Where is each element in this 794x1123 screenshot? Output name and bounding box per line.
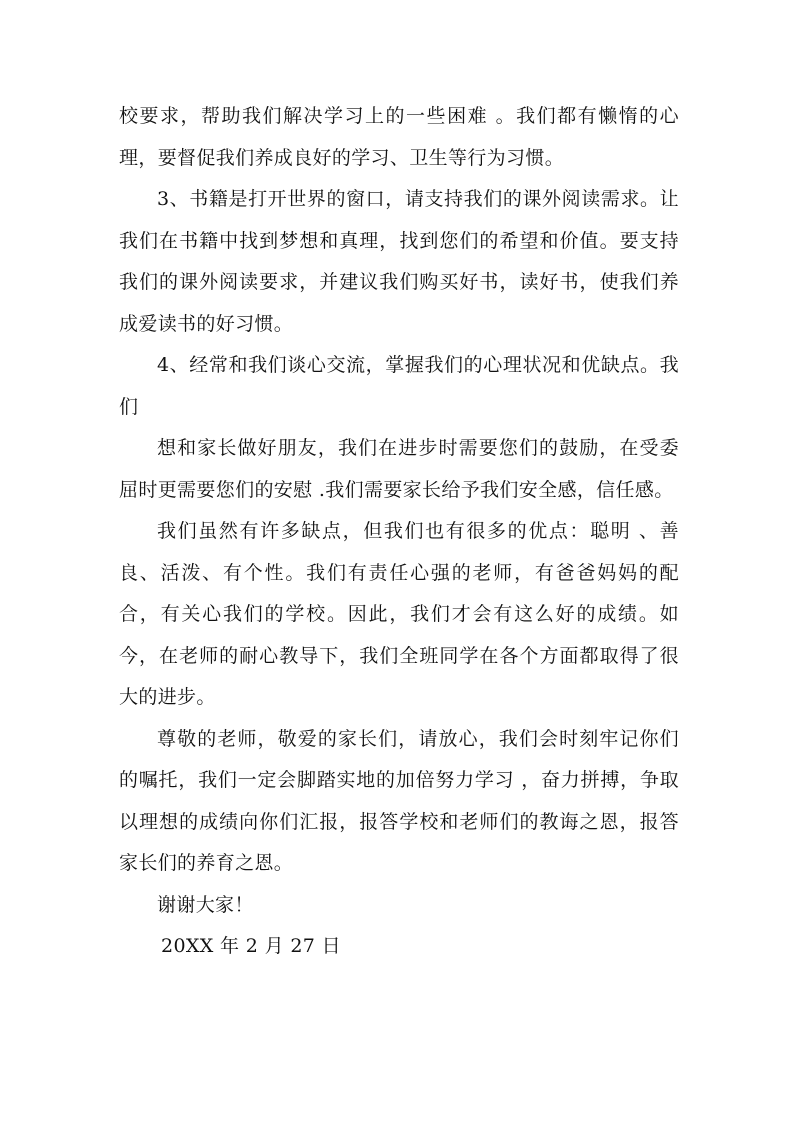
paragraph-strengths: 我们虽然有许多缺点，但我们也有很多的优点：聪明 、善良、活泼、有个性。我们有责任心强的老师，有爸爸妈妈的配合，有关心我们的学校。因此，我们才会有这么好的成绩。如今，在老师的耐心教导下，我们全班同学在各个方面都取得了很大的进步。 [119,520,679,708]
paragraph-item-3: 3、书籍是打开世界的窗口，请支持我们的课外阅读需求。让我们在书籍中找到梦想和真理，找到您们的希望和价值。要支持我们的课外阅读要求，并建议我们购买好书，读好书，使我们养成爱读书的好习惯。 [119,188,679,335]
paragraph-continuation: 校要求，帮助我们解决学习上的一些困难 。我们都有懒惰的心理，要督促我们养成良好的学习、卫生等行为习惯。 [119,105,679,169]
document-body [119,96,679,968]
document-date: 20XX 年 2 月 27 日 [161,935,341,957]
paragraph-friendship: 想和家长做好朋友，我们在进步时需要您们的鼓励，在受委屈时更需要您们的安慰 .我们需要家长给予我们安全感，信任感。 [119,437,679,501]
paragraph-thanks: 谢谢大家！ [157,893,254,916]
paragraph-promise: 尊敬的老师，敬爱的家长们，请放心，我们会时刻牢记你们的嘱托，我们一定会脚踏实地的加倍努力学习 ，奋力拼搏，争取以理想的成绩向你们汇报，报答学校和老师们的教诲之恩，报答家长们的养育之恩。 [119,727,679,874]
paragraph-item-4: 4、经常和我们谈心交流，掌握我们的心理状况和优缺点。我们 [119,354,679,418]
